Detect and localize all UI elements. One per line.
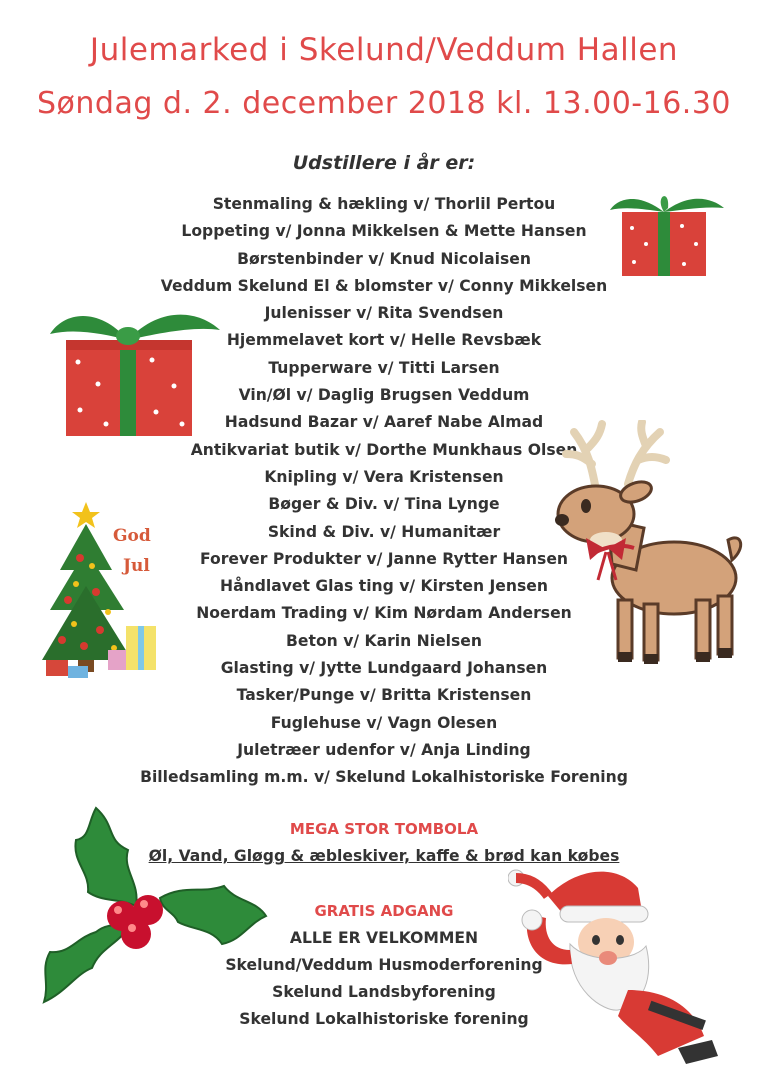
reindeer-icon — [552, 420, 748, 670]
holly-icon — [36, 806, 268, 1012]
tombola-heading: MEGA STOR TOMBOLA — [289, 820, 479, 838]
exhibitor-item: Veddum Skelund El & blomster v/ Conny Mikkelsen — [160, 276, 608, 295]
exhibitor-item: Skind & Div. v/ Humanitær — [267, 522, 501, 541]
exhibitors-heading: Udstillere i år er: — [292, 152, 476, 174]
gift-icon — [608, 188, 726, 280]
organizer-line: Skelund/Veddum Husmoderforening — [225, 956, 543, 974]
free-admission-heading: GRATIS ADGANG — [314, 902, 454, 920]
poster-title: Julemarked i Skelund/Veddum Hallen — [89, 32, 679, 68]
exhibitor-item: Knipling v/ Vera Kristensen — [264, 467, 504, 486]
exhibitor-item: Billedsamling m.m. v/ Skelund Lokalhistoriske Forening — [140, 768, 628, 787]
event-date: Søndag d. 2. december 2018 kl. 13.00-16.30 — [37, 86, 731, 121]
exhibitor-item: Hjemmelavet kort v/ Helle Revsbæk — [226, 331, 542, 350]
exhibitor-item: Loppeting v/ Jonna Mikkelsen & Mette Hansen — [181, 222, 587, 241]
exhibitor-item: Noerdam Trading v/ Kim Nørdam Andersen — [196, 604, 572, 623]
exhibitor-item: Antikvariat butik v/ Dorthe Munkhaus Olsen — [190, 440, 578, 459]
exhibitor-item: Stenmaling & hækling v/ Thorlil Pertou — [212, 195, 556, 213]
exhibitor-item: Håndlavet Glas ting v/ Kirsten Jensen — [220, 577, 548, 596]
organizer-line: Skelund Lokalhistoriske forening — [239, 1010, 529, 1028]
exhibitor-item: Bøger & Div. v/ Tina Lynge — [268, 495, 500, 514]
exhibitor-item: Tupperware v/ Titti Larsen — [268, 358, 500, 377]
gift-icon — [48, 300, 224, 440]
refreshments-line: Øl, Vand, Gløgg & æbleskiver, kaffe & brød kan købes — [148, 847, 620, 865]
welcome-line: ALLE ER VELKOMMEN — [289, 929, 479, 947]
exhibitor-item: Julenisser v/ Rita Svendsen — [264, 304, 504, 323]
exhibitor-item: Beton v/ Karin Nielsen — [286, 631, 482, 650]
exhibitor-item: Tasker/Punge v/ Britta Kristensen — [236, 686, 532, 705]
exhibitor-item: Børstenbinder v/ Knud Nicolaisen — [237, 249, 531, 268]
exhibitor-item: Forever Produkter v/ Janne Rytter Hansen — [199, 549, 568, 568]
exhibitor-item: Vin/Øl v/ Daglig Brugsen Veddum — [238, 386, 530, 405]
exhibitor-item: Hadsund Bazar v/ Aaref Nabe Almad — [224, 413, 544, 432]
exhibitor-item: Glasting v/ Jytte Lundgaard Johansen — [220, 659, 548, 678]
god-jul-text: Jul — [123, 556, 150, 576]
exhibitor-item: Juletræer udenfor v/ Anja Linding — [237, 740, 531, 759]
god-jul-text: God — [113, 526, 151, 546]
santa-icon — [508, 860, 724, 1064]
exhibitor-item: Fuglehuse v/ Vagn Olesen — [270, 713, 498, 732]
organizer-line: Skelund Landsbyforening — [272, 983, 496, 1001]
